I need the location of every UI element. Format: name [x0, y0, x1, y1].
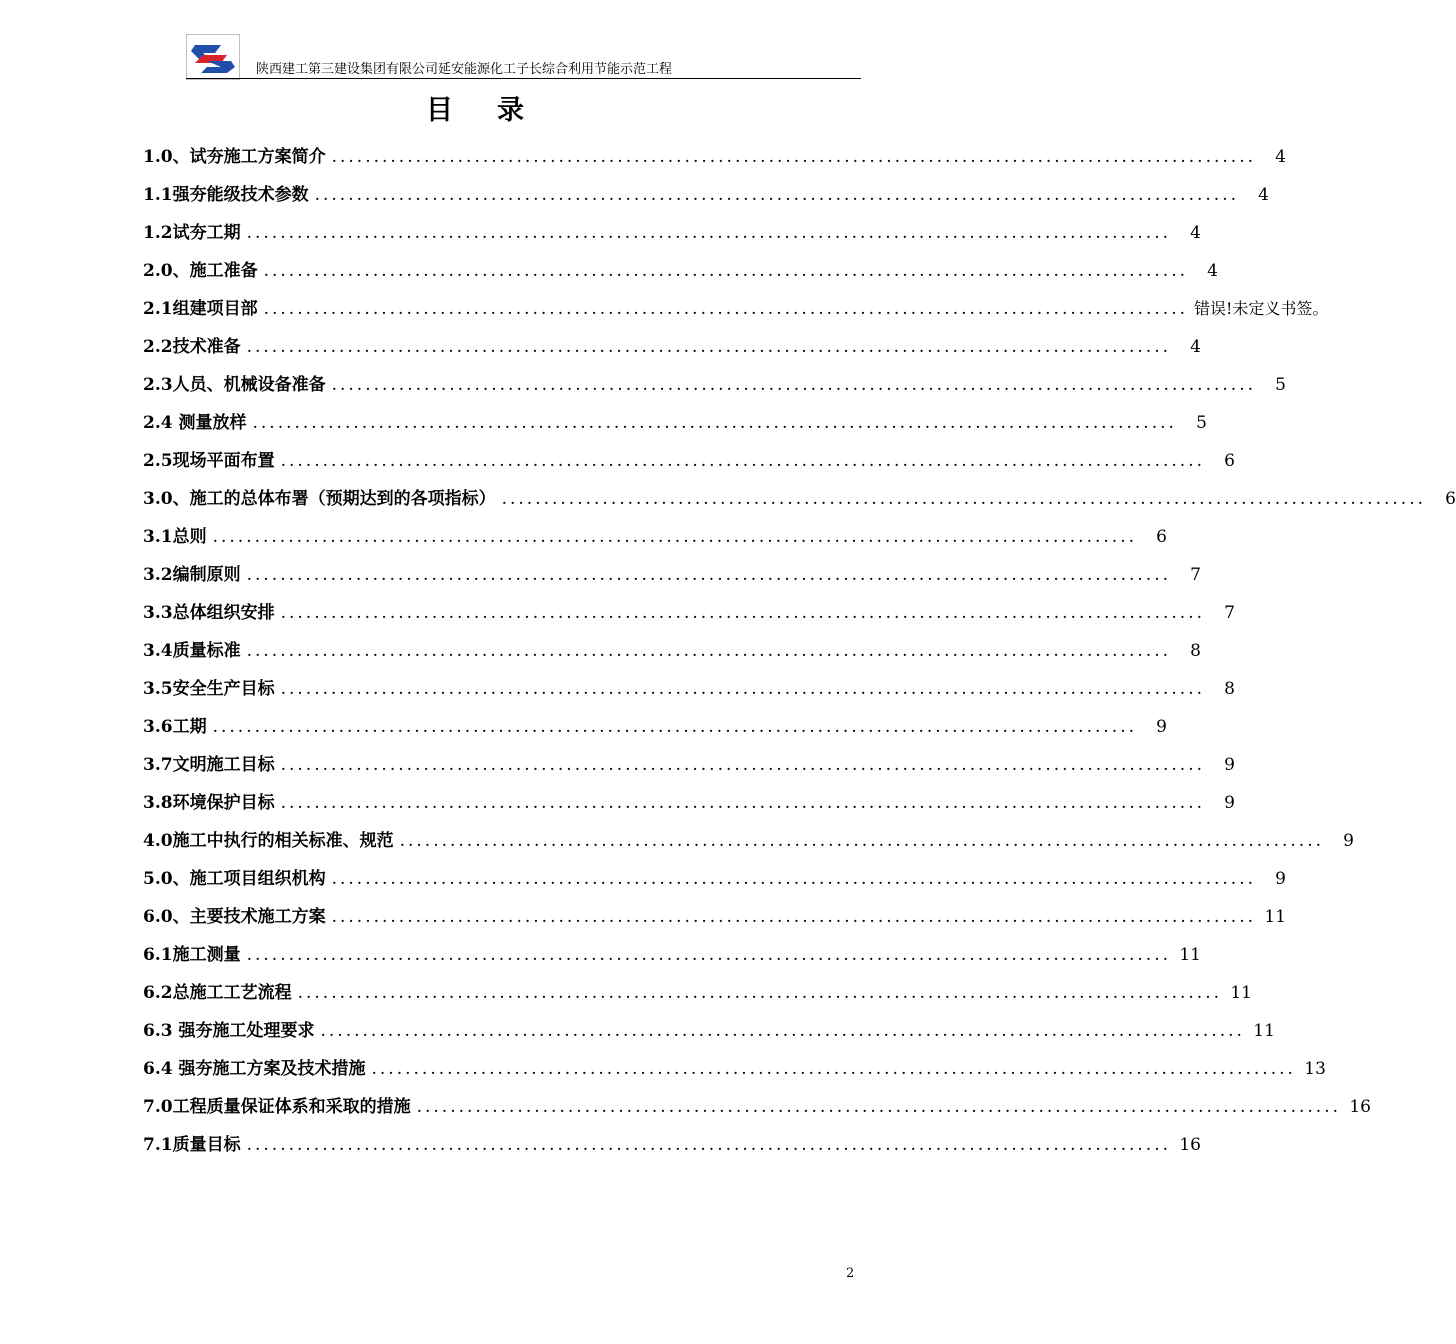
toc-dot-leader: .............................................................................................................. — [280, 679, 1205, 699]
toc-entry-page: 16 — [1349, 1097, 1371, 1117]
toc-dot-leader: .............................................................................................................. — [331, 147, 1256, 167]
toc-dot-leader: .............................................................................................................. — [252, 413, 1177, 433]
toc-dot-leader: .............................................................................................................. — [314, 185, 1239, 205]
toc-entry-page: 4 — [1275, 147, 1286, 167]
toc-entry-label: 5.0、施工项目组织机构 — [143, 869, 326, 889]
toc-entry-page: 11 — [1264, 907, 1286, 927]
toc-entry[interactable] — [143, 518, 1167, 556]
toc-entry-page: 6 — [1156, 527, 1167, 547]
toc-entry[interactable] — [143, 1050, 1326, 1088]
toc-dot-leader: .............................................................................................................. — [246, 641, 1171, 661]
toc-entry-label: 2.1组建项目部 — [143, 299, 258, 319]
toc-entry-page: 13 — [1304, 1059, 1326, 1079]
toc-dot-leader: .............................................................................................................. — [212, 527, 1137, 547]
logo-mark-icon — [191, 39, 235, 75]
toc-entry-label: 1.0、试夯施工方案简介 — [143, 147, 326, 167]
toc-entry[interactable] — [143, 480, 1456, 518]
toc-entry[interactable] — [143, 556, 1201, 594]
toc-entry-page: 11 — [1253, 1021, 1275, 1041]
toc-entry-page: 9 — [1343, 831, 1354, 851]
toc-dot-leader: .............................................................................................................. — [246, 945, 1171, 965]
toc-entry-page: 9 — [1224, 755, 1235, 775]
toc-dot-leader: .............................................................................................................. — [320, 1021, 1245, 1041]
toc-entry-label: 1.2试夯工期 — [143, 223, 241, 243]
toc-entry-label: 3.1总则 — [143, 527, 207, 547]
toc-entry[interactable] — [143, 936, 1201, 974]
toc-entry[interactable] — [143, 366, 1286, 404]
toc-entry-page: 16 — [1179, 1135, 1201, 1155]
toc-dot-leader: .............................................................................................................. — [416, 1097, 1341, 1117]
toc-dot-leader: .............................................................................................................. — [246, 1135, 1171, 1155]
toc-entry-label: 3.2编制原则 — [143, 565, 241, 585]
toc-dot-leader: .............................................................................................................. — [297, 983, 1222, 1003]
toc-entry-label: 6.2总施工工艺流程 — [143, 983, 292, 1003]
toc-entry-page: 4 — [1258, 185, 1269, 205]
toc-entry-label: 3.6工期 — [143, 717, 207, 737]
toc-entry-page: 9 — [1156, 717, 1167, 737]
toc-dot-leader: .............................................................................................................. — [371, 1059, 1296, 1079]
toc-entry-page: 9 — [1224, 793, 1235, 813]
toc-entry[interactable] — [143, 822, 1354, 860]
toc-entry[interactable] — [143, 670, 1235, 708]
toc-dot-leader: .............................................................................................................. — [280, 451, 1205, 471]
toc-dot-leader: .............................................................................................................. — [280, 755, 1205, 775]
toc-entry-label: 2.3人员、机械设备准备 — [143, 375, 326, 395]
toc-entry-label: 6.0、主要技术施工方案 — [143, 907, 326, 927]
toc-dot-leader: .............................................................................................................. — [263, 299, 1188, 319]
toc-entry-label: 6.3 强夯施工处理要求 — [143, 1021, 315, 1041]
toc-entry-page: 8 — [1224, 679, 1235, 699]
header-divider — [186, 78, 861, 79]
toc-dot-leader: .............................................................................................................. — [280, 793, 1205, 813]
toc-entry-page: 6 — [1224, 451, 1235, 471]
toc-entry[interactable] — [143, 898, 1286, 936]
toc-entry-page: 8 — [1190, 641, 1201, 661]
toc-entry-label: 2.5现场平面布置 — [143, 451, 275, 471]
toc-entry-page: 11 — [1230, 983, 1252, 1003]
page-title: 目录 — [426, 95, 568, 126]
toc-entry-label: 7.0工程质量保证体系和采取的措施 — [143, 1097, 411, 1117]
toc-entry[interactable] — [143, 1012, 1275, 1050]
toc-entry-label: 6.4 强夯施工方案及技术措施 — [143, 1059, 366, 1079]
page-header — [186, 34, 861, 80]
toc-entry[interactable] — [143, 176, 1269, 214]
toc-entry-page: 5 — [1275, 375, 1286, 395]
toc-entry[interactable] — [143, 632, 1201, 670]
toc-entry[interactable] — [143, 860, 1286, 898]
toc-entry[interactable] — [143, 290, 1329, 328]
toc-dot-leader: .............................................................................................................. — [212, 717, 1137, 737]
toc-dot-leader: .............................................................................................................. — [280, 603, 1205, 623]
toc-entry-page: 5 — [1196, 413, 1207, 433]
toc-entry-page: 9 — [1275, 869, 1286, 889]
toc-entry-label: 3.3总体组织安排 — [143, 603, 275, 623]
toc-entry-label: 3.5安全生产目标 — [143, 679, 275, 699]
toc-dot-leader: .............................................................................................................. — [331, 907, 1256, 927]
toc-dot-leader: .............................................................................................................. — [246, 565, 1171, 585]
toc-entry-label: 3.4质量标准 — [143, 641, 241, 661]
toc-entry[interactable] — [143, 328, 1201, 366]
toc-entry[interactable] — [143, 784, 1235, 822]
toc-entry[interactable] — [143, 252, 1218, 290]
toc-entry-label: 6.1施工测量 — [143, 945, 241, 965]
toc-dot-leader: .............................................................................................................. — [246, 223, 1171, 243]
toc-dot-leader: .............................................................................................................. — [399, 831, 1324, 851]
toc-entry-page: 7 — [1224, 603, 1235, 623]
toc-entry[interactable] — [143, 974, 1252, 1012]
toc-entry[interactable] — [143, 594, 1235, 632]
toc-entry-page: 4 — [1190, 337, 1201, 357]
toc-entry[interactable] — [143, 1088, 1371, 1126]
toc-entry-label: 7.1质量目标 — [143, 1135, 241, 1155]
toc-dot-leader: .............................................................................................................. — [501, 489, 1426, 509]
toc-entry-page: 11 — [1179, 945, 1201, 965]
page-number: 2 — [846, 1266, 855, 1281]
toc-entry-label: 1.1强夯能级技术参数 — [143, 185, 309, 205]
toc-entry-label: 2.2技术准备 — [143, 337, 241, 357]
toc-entry-page: 错误!未定义书签。 — [1194, 299, 1329, 318]
toc-entry[interactable] — [143, 442, 1235, 480]
toc-entry-label: 2.0、施工准备 — [143, 261, 258, 281]
toc-entry[interactable] — [143, 746, 1235, 784]
toc-dot-leader: .............................................................................................................. — [331, 375, 1256, 395]
toc-entry[interactable] — [143, 138, 1286, 176]
toc-entry[interactable] — [143, 1126, 1201, 1164]
toc-entry-label: 4.0施工中执行的相关标准、规范 — [143, 831, 394, 851]
toc-entry-page: 4 — [1207, 261, 1218, 281]
toc-dot-leader: .............................................................................................................. — [246, 337, 1171, 357]
toc-entry-label: 3.8环境保护目标 — [143, 793, 275, 813]
toc-entry-page: 4 — [1190, 223, 1201, 243]
toc-entry[interactable] — [143, 214, 1201, 252]
toc-dot-leader: .............................................................................................................. — [331, 869, 1256, 889]
toc-entry-label: 3.0、施工的总体布署（预期达到的各项指标） — [143, 489, 496, 509]
toc-entry[interactable] — [143, 708, 1167, 746]
header-company-text: 陕西建工第三建设集团有限公司延安能源化工子长综合利用节能示范工程 — [256, 62, 673, 77]
toc-entry[interactable] — [143, 404, 1207, 442]
toc-entry-page: 6 — [1445, 489, 1456, 509]
toc-entry-label: 2.4 测量放样 — [143, 413, 247, 433]
company-logo — [186, 34, 240, 80]
toc-entry-page: 7 — [1190, 565, 1201, 585]
table-of-contents — [143, 138, 1456, 1164]
toc-entry-label: 3.7文明施工目标 — [143, 755, 275, 775]
toc-dot-leader: .............................................................................................................. — [263, 261, 1188, 281]
